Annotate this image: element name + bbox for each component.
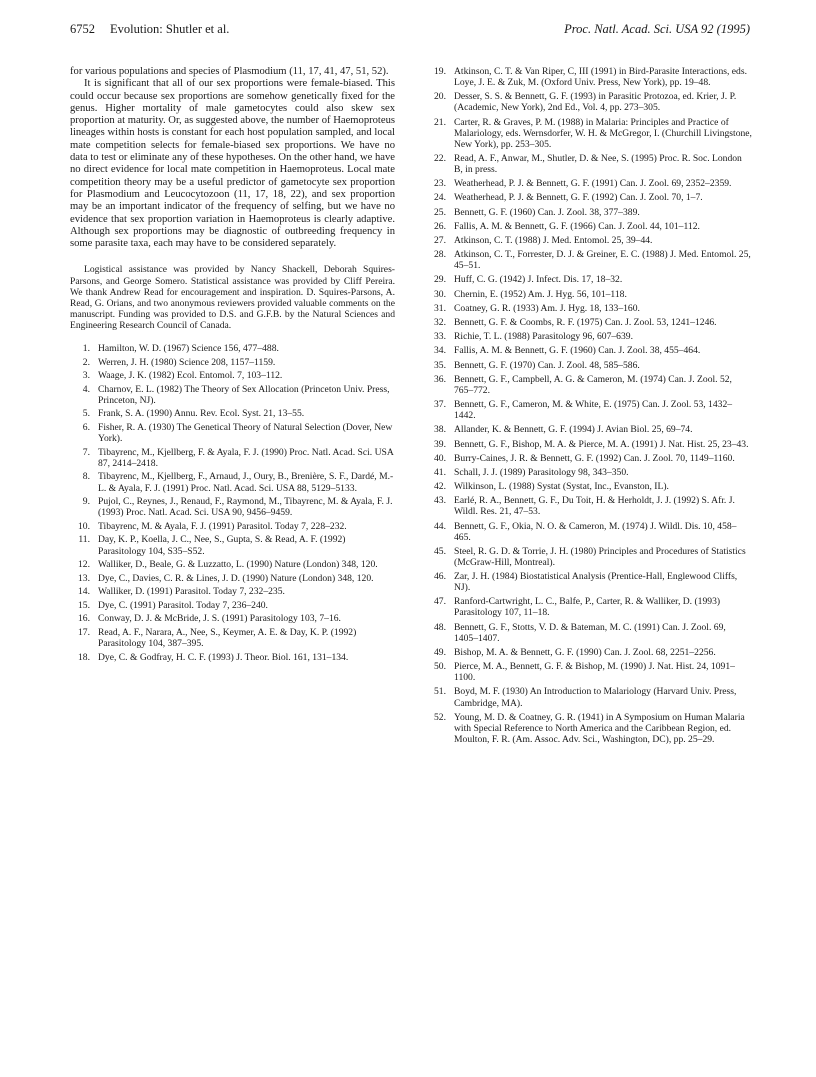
reference-text: Atkinson, C. T. (1988) J. Med. Entomol. 25, 39–44. — [454, 234, 653, 246]
reference-item — [426, 178, 752, 189]
reference-text: Young, M. D. & Coatney, G. R. (1941) in A Symposium on Human Malaria with Special Reference to North America and the Caribbean Region, ed. Moulton, F. R. (Am. Assoc. Adv. Sci., Washington, DC), pp. 25–29. — [454, 711, 745, 745]
reference-item — [426, 439, 752, 450]
reference-text: Walliker, D., Beale, G. & Luzzatto, L. (1990) Nature (London) 348, 120. — [98, 559, 378, 571]
reference-text: Conway, D. J. & McBride, J. S. (1991) Parasitology 103, 7–16. — [98, 613, 341, 625]
reference-item — [426, 317, 752, 328]
reference-item — [426, 274, 752, 285]
reference-number: 22. — [434, 152, 446, 164]
reference-text: Dye, C. (1991) Parasitol. Today 7, 236–240. — [98, 599, 268, 611]
reference-number: 7. — [82, 446, 90, 458]
reference-item — [70, 600, 395, 611]
reference-text: Charnov, E. L. (1982) The Theory of Sex Allocation (Princeton Univ. Press, Princeton, NJ). — [98, 383, 390, 406]
reference-text: Bennett, G. F. & Coombs, R. F. (1975) Can. J. Zool. 53, 1241–1246. — [454, 317, 717, 328]
right-column — [426, 66, 752, 748]
reference-item — [426, 235, 752, 246]
reference-text: Bennett, G. F., Campbell, A. G. & Cameron, M. (1974) Can. J. Zool. 52, 765–772. — [454, 373, 732, 396]
reference-number: 41. — [434, 466, 446, 478]
reference-text: Pierce, M. A., Bennett, G. F. & Bishop, M. (1990) J. Nat. Hist. 24, 1091–1100. — [454, 661, 735, 684]
reference-number: 38. — [434, 424, 446, 436]
reference-item — [70, 384, 395, 406]
reference-text: Fallis, A. M. & Bennett, G. F. (1966) Can. J. Zool. 44, 101–112. — [454, 220, 700, 232]
reference-number: 18. — [78, 651, 90, 663]
reference-item — [426, 153, 752, 175]
reference-number: 31. — [434, 302, 446, 314]
left-column — [70, 66, 395, 665]
reference-item — [70, 573, 395, 584]
reference-item — [426, 712, 752, 745]
reference-text: Chernin, E. (1952) Am. J. Hyg. 56, 101–118. — [454, 288, 627, 300]
reference-item — [70, 613, 395, 624]
reference-item — [426, 345, 752, 356]
reference-number: 26. — [434, 220, 446, 232]
reference-item — [70, 586, 395, 597]
reference-number: 8. — [82, 471, 90, 483]
reference-text: Bennett, G. F. (1970) Can. J. Zool. 48, 585–586. — [454, 359, 640, 371]
reference-number: 11. — [78, 534, 90, 546]
reference-number: 20. — [434, 91, 446, 103]
reference-item — [70, 627, 395, 649]
reference-item — [426, 66, 752, 88]
reference-number: 12. — [78, 559, 90, 571]
reference-text: Bennett, G. F., Cameron, M. & White, E. (1975) Can. J. Zool. 53, 1432–1442. — [454, 399, 733, 422]
reference-item — [426, 521, 752, 543]
reference-item — [426, 495, 752, 517]
reference-number: 10. — [78, 520, 90, 532]
reference-number: 47. — [434, 596, 446, 608]
reference-text: Tibayrenc, M., Kjellberg, F., Arnaud, J., Oury, B., Brenière, S. F., Dardé, M.-L. & Ayala, F. J. (1991) Proc. Natl. Acad. Sci. USA 88, 5129–5133. — [98, 471, 394, 494]
reference-number: 40. — [434, 452, 446, 464]
reference-text: Fallis, A. M. & Bennett, G. F. (1960) Can. J. Zool. 38, 455–464. — [454, 345, 701, 357]
reference-item — [70, 471, 395, 493]
reference-text: Fisher, R. A. (1930) The Genetical Theory of Natural Selection (Dover, New York). — [98, 422, 393, 445]
reference-text: Waage, J. K. (1982) Ecol. Entomol. 7, 103–112. — [98, 370, 283, 382]
reference-number: 3. — [82, 370, 90, 382]
reference-item — [70, 521, 395, 532]
reference-number: 5. — [82, 408, 90, 420]
reference-item — [70, 343, 395, 354]
reference-text: Zar, J. H. (1984) Biostatistical Analysis (Prentice-Hall, Englewood Cliffs, NJ). — [454, 571, 738, 594]
reference-number: 27. — [434, 234, 446, 246]
reference-text: Pujol, C., Reynes, J., Renaud, F., Raymond, M., Tibayrenc, M. & Ayala, F. J. (1993) Proc. Natl. Acad. Sci. USA 90, 9456–9459. — [98, 496, 393, 519]
reference-item — [426, 571, 752, 593]
reference-text: Huff, C. G. (1942) J. Infect. Dis. 17, 18–32. — [454, 274, 623, 286]
reference-item — [70, 559, 395, 570]
reference-number: 9. — [82, 496, 90, 508]
reference-text: Atkinson, C. T., Forrester, D. J. & Greiner, E. C. (1988) J. Med. Entomol. 25, 45–51. — [454, 249, 751, 272]
reference-item — [426, 221, 752, 232]
running-title: Evolution: Shutler et al. — [110, 22, 230, 36]
body-paragraph: It is significant that all of our sex proportions were female-biased. This could occur because sex proportions are somehow genetically fixed for the genus. Higher mortality of male gametocytes could also skew sex proportion at maturity. Or, as suggested above, the number of Haemoproteus lineages within hosts is constant for each host population sampled, and local mate competition selects for female-biased sex proportions. We have no data to test or eliminate any of these hypotheses. On the other hand, we have no direct evidence for local mate competition in Haemoproteus. Local mate competition theory may be a useful predictor of gametocyte sex proportion for Plasmodium and Leucocytozoon (11, 17, 18, 22), and sex proportion may be an important indicator of the frequency of selfing, but we have no evidence that sex proportion variation in Haemoproteus is clearly adaptive. Although sex proportions may be diagnostic of outbreeding frequency in some parasite taxa, each may have to be considered separately. — [70, 78, 395, 250]
reference-text: Day, K. P., Koella, J. C., Nee, S., Gupta, S. & Read, A. F. (1992) Parasitology 104, S35–S52. — [98, 534, 346, 557]
reference-item — [426, 622, 752, 644]
reference-number: 51. — [434, 686, 446, 698]
reference-item — [426, 374, 752, 396]
reference-number: 33. — [434, 331, 446, 343]
reference-number: 25. — [434, 206, 446, 218]
reference-item — [426, 91, 752, 113]
reference-text: Earlé, R. A., Bennett, G. F., Du Toit, H. & Herholdt, J. J. (1992) S. Afr. J. Wildl. Res. 21, 47–53. — [454, 495, 735, 518]
reference-text: Desser, S. S. & Bennett, G. F. (1993) in Parasitic Protozoa, ed. Krier, J. P. (Academic, New York), 2nd Ed., Vol. 4, pp. 273–305. — [454, 91, 737, 114]
reference-item — [426, 331, 752, 342]
reference-text: Wilkinson, L. (1988) Systat (Systat, Inc., Evanston, IL). — [454, 481, 669, 493]
reference-text: Bennett, G. F., Bishop, M. A. & Pierce, M. A. (1991) J. Nat. Hist. 25, 23–43. — [454, 438, 749, 450]
reference-item — [426, 686, 752, 708]
reference-item — [426, 207, 752, 218]
reference-item — [70, 357, 395, 368]
reference-item — [426, 289, 752, 300]
reference-text: Tibayrenc, M. & Ayala, F. J. (1991) Parasitol. Today 7, 228–232. — [98, 520, 347, 532]
reference-item — [426, 467, 752, 478]
reference-number: 2. — [82, 356, 90, 368]
reference-list-right — [426, 66, 752, 745]
reference-number: 14. — [78, 586, 90, 598]
reference-item — [70, 370, 395, 381]
reference-text: Weatherhead, P. J. & Bennett, G. F. (1991) Can. J. Zool. 69, 2352–2359. — [454, 178, 732, 190]
reference-number: 37. — [434, 399, 446, 411]
reference-number: 46. — [434, 571, 446, 583]
reference-number: 39. — [434, 438, 446, 450]
reference-text: Read, A. F., Narara, A., Nee, S., Keymer, A. E. & Day, K. P. (1992) Parasitology 104, 387–395. — [98, 627, 357, 650]
reference-text: Hamilton, W. D. (1967) Science 156, 477–488. — [98, 343, 279, 355]
reference-item — [426, 303, 752, 314]
reference-text: Read, A. F., Anwar, M., Shutler, D. & Nee, S. (1995) Proc. R. Soc. London B, in press. — [454, 152, 742, 176]
reference-text: Walliker, D. (1991) Parasitol. Today 7, 232–235. — [98, 586, 285, 598]
reference-item — [70, 422, 395, 444]
reference-item — [426, 117, 752, 150]
reference-text: Steel, R. G. D. & Torrie, J. H. (1980) Principles and Procedures of Statistics (McGraw-Hill, Montreal). — [454, 545, 746, 568]
reference-item — [70, 447, 395, 469]
reference-number: 32. — [434, 317, 446, 328]
reference-item — [70, 408, 395, 419]
reference-text: Dye, C., Davies, C. R. & Lines, J. D. (1990) Nature (London) 348, 120. — [98, 572, 374, 584]
reference-number: 36. — [434, 373, 446, 385]
reference-number: 28. — [434, 249, 446, 261]
reference-item — [426, 647, 752, 658]
reference-item — [70, 652, 395, 663]
reference-number: 34. — [434, 345, 446, 357]
reference-number: 50. — [434, 661, 446, 673]
reference-text: Burry-Caines, J. R. & Bennett, G. F. (1992) Can. J. Zool. 70, 1149–1160. — [454, 452, 735, 464]
reference-number: 43. — [434, 495, 446, 507]
reference-item — [426, 546, 752, 568]
reference-item — [426, 360, 752, 371]
reference-number: 13. — [78, 572, 90, 584]
page-number: 6752 — [70, 22, 95, 36]
page-header — [70, 22, 750, 38]
reference-item — [426, 192, 752, 203]
reference-text: Atkinson, C. T. & Van Riper, C, III (1991) in Bird-Parasite Interactions, eds. Loye, J. E. & Zuk, M. (Oxford Univ. Press, New York), pp. 19–48. — [454, 66, 747, 89]
reference-text: Boyd, M. F. (1930) An Introduction to Malariology (Harvard Univ. Press, Cambridge, MA). — [454, 686, 737, 709]
reference-number: 30. — [434, 288, 446, 300]
reference-number: 17. — [78, 627, 90, 639]
journal-citation: Proc. Natl. Acad. Sci. USA 92 (1995) — [564, 22, 750, 36]
reference-list-left — [70, 343, 395, 663]
reference-number: 16. — [78, 613, 90, 625]
body-paragraph-continued: for various populations and species of Plasmodium (11, 17, 41, 47, 51, 52). — [70, 66, 389, 77]
reference-item — [426, 596, 752, 618]
reference-item — [70, 496, 395, 518]
reference-item — [426, 661, 752, 683]
reference-number: 4. — [82, 383, 90, 395]
reference-number: 35. — [434, 359, 446, 371]
reference-item — [426, 424, 752, 435]
reference-number: 21. — [434, 116, 446, 128]
reference-number: 44. — [434, 520, 446, 532]
reference-number: 1. — [82, 343, 90, 355]
reference-text: Richie, T. L. (1988) Parasitology 96, 607–639. — [454, 331, 633, 343]
reference-number: 52. — [434, 711, 446, 723]
acknowledgments: Logistical assistance was provided by Nancy Shackell, Deborah Squires-Parsons, and George Somero. Statistical assistance was provided by Cliff Pereira. We thank Andrew Read for encouragement and inspiration. D. Squires-Parsons, A. Read, G. Orians, and two anonymous reviewers provided valuable comments on the manuscript. Funding was provided to D.S. and G.F.B. by the Natural Sciences and Engineering Research Council of Canada. — [70, 264, 395, 331]
reference-item — [426, 453, 752, 464]
reference-item — [426, 249, 752, 271]
reference-item — [70, 534, 395, 556]
reference-number: 23. — [434, 178, 446, 190]
reference-text: Frank, S. A. (1990) Annu. Rev. Ecol. Syst. 21, 13–55. — [98, 408, 305, 420]
reference-number: 42. — [434, 481, 446, 493]
reference-text: Bishop, M. A. & Bennett, G. F. (1990) Can. J. Zool. 68, 2251–2256. — [454, 646, 716, 658]
reference-text: Weatherhead, P. J. & Bennett, G. F. (1992) Can. J. Zool. 70, 1–7. — [454, 192, 703, 204]
reference-text: Bennett, G. F. (1960) Can. J. Zool. 38, 377–389. — [454, 206, 640, 218]
reference-item — [426, 399, 752, 421]
reference-text: Allander, K. & Bennett, G. F. (1994) J. Avian Biol. 25, 69–74. — [454, 424, 693, 436]
reference-text: Dye, C. & Godfray, H. C. F. (1993) J. Theor. Biol. 161, 131–134. — [98, 651, 349, 663]
reference-text: Werren, J. H. (1980) Science 208, 1157–1159. — [98, 356, 276, 368]
reference-text: Tibayrenc, M., Kjellberg, F. & Ayala, F. J. (1990) Proc. Natl. Acad. Sci. USA 87, 2414–2418. — [98, 446, 394, 469]
reference-number: 45. — [434, 545, 446, 557]
reference-number: 15. — [78, 599, 90, 611]
reference-text: Ranford-Cartwright, L. C., Balfe, P., Carter, R. & Walliker, D. (1993) Parasitology 107, 11–18. — [454, 596, 721, 619]
reference-number: 49. — [434, 646, 446, 658]
reference-text: Bennett, G. F., Okia, N. O. & Cameron, M. (1974) J. Wildl. Dis. 10, 458–465. — [454, 520, 737, 543]
reference-item — [426, 481, 752, 492]
reference-text: Schall, J. J. (1989) Parasitology 98, 343–350. — [454, 466, 629, 478]
reference-text: Coatney, G. R. (1933) Am. J. Hyg. 18, 133–160. — [454, 302, 640, 314]
reference-number: 29. — [434, 274, 446, 286]
reference-number: 6. — [82, 422, 90, 434]
reference-number: 48. — [434, 621, 446, 633]
reference-number: 19. — [434, 66, 446, 77]
reference-text: Carter, R. & Graves, P. M. (1988) in Malaria: Principles and Practice of Malariology, eds. Wernsdorfer, W. H. & McGregor, I. (Churchill Livingstone, New York), pp. 253–305. — [454, 116, 752, 150]
reference-text: Bennett, G. F., Stotts, V. D. & Bateman, M. C. (1991) Can. J. Zool. 69, 1405–1407. — [454, 621, 726, 644]
reference-number: 24. — [434, 192, 446, 204]
